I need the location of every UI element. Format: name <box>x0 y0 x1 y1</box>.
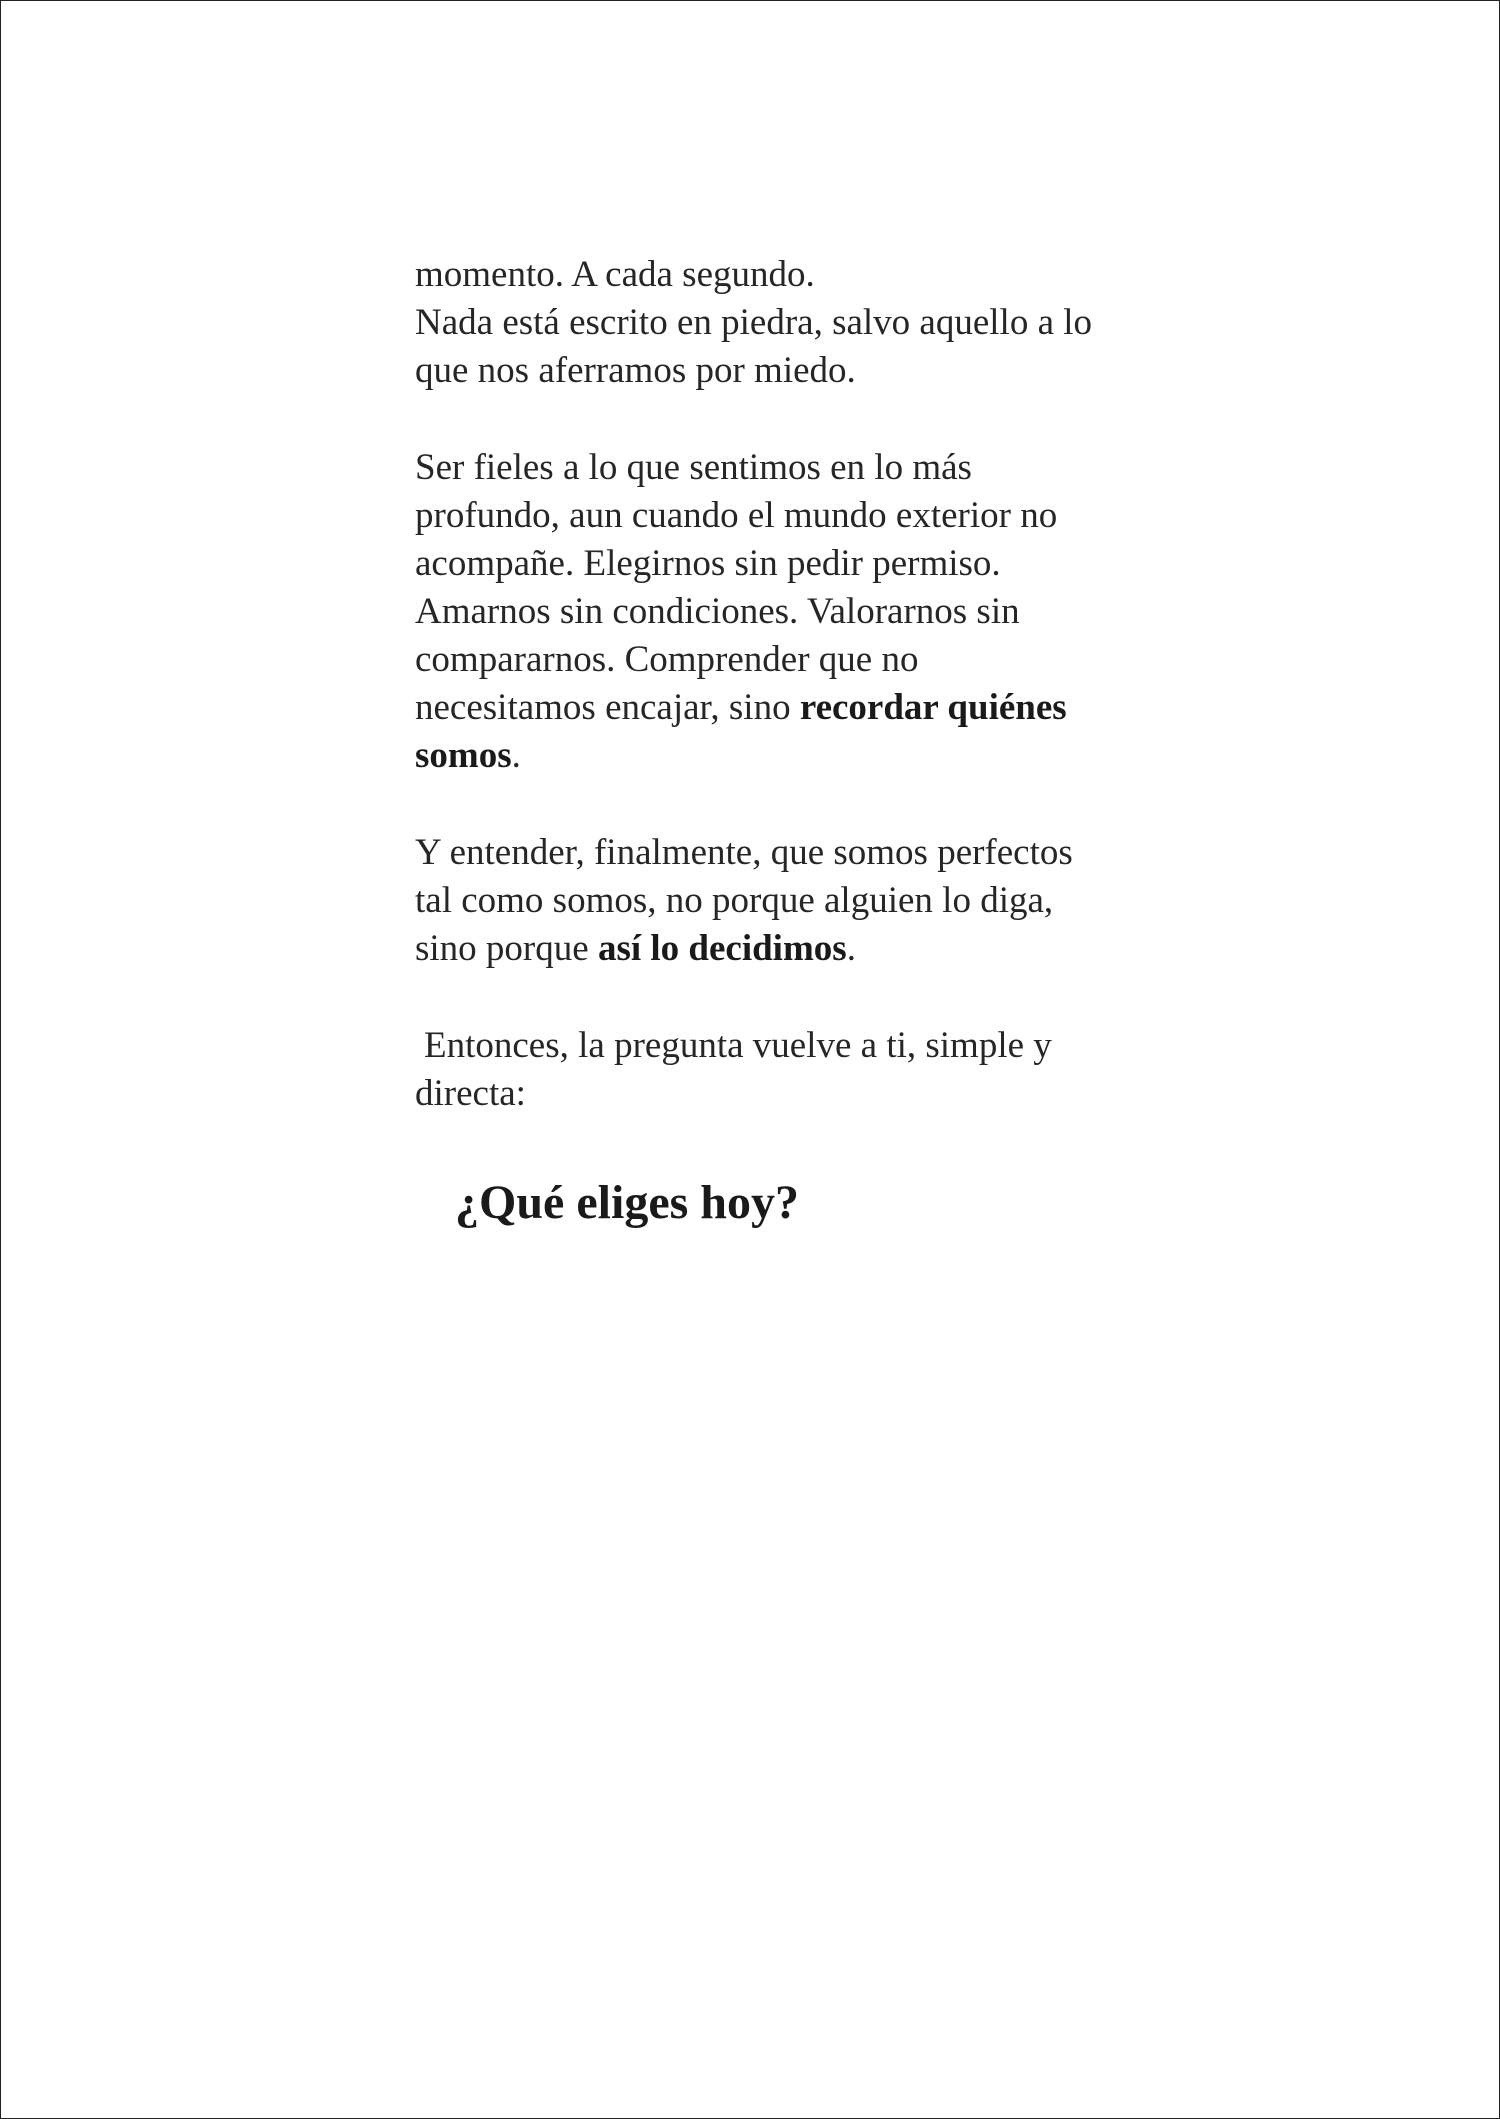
text-line: Entonces, la pregunta vuelve a ti, simple y <box>424 1025 1052 1066</box>
text-line <box>415 925 1175 973</box>
text-fragment: sino porque <box>415 928 598 969</box>
paragraph <box>415 1022 1175 1118</box>
text-line <box>415 732 1175 780</box>
text-line: Amarnos sin condiciones. Valorarnos sin <box>415 591 1020 632</box>
text-line: directa: <box>415 1073 526 1114</box>
closing-question: ¿Qué eliges hoy? <box>455 1176 799 1229</box>
text-line: compararnos. Comprender que no <box>415 639 919 680</box>
text-line: momento. A cada segundo. <box>415 254 815 295</box>
text-line: Y entender, finalmente, que somos perfectos <box>415 832 1073 873</box>
body-text <box>415 251 1175 1167</box>
text-line: que nos aferramos por miedo. <box>415 350 856 391</box>
text-line: Nada está escrito en piedra, salvo aquello a lo <box>415 302 1093 343</box>
text-line: tal como somos, no porque alguien lo diga, <box>415 880 1054 921</box>
text-fragment: . <box>511 735 521 776</box>
text-line <box>415 684 1175 732</box>
paragraph <box>415 444 1175 780</box>
paragraph <box>415 829 1175 973</box>
text-line: profundo, aun cuando el mundo exterior no <box>415 495 1058 536</box>
emphasis-text: recordar quiénes <box>799 687 1067 728</box>
text-line: Ser fieles a lo que sentimos en lo más <box>415 447 972 488</box>
emphasis-text: somos <box>415 735 512 776</box>
paragraph <box>415 251 1175 395</box>
emphasis-text: así lo decidimos <box>597 928 847 969</box>
text-fragment: . <box>846 928 856 969</box>
text-line: acompañe. Elegirnos sin pedir permiso. <box>415 543 1001 584</box>
text-fragment: necesitamos encajar, sino <box>415 687 800 728</box>
